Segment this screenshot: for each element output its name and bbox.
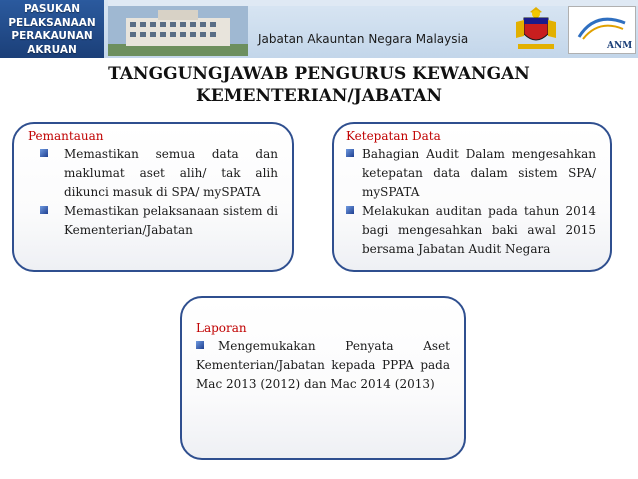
list-item xyxy=(28,145,278,202)
team-badge xyxy=(0,0,104,58)
list-item xyxy=(28,202,278,240)
badge-line-3: PERAKAUNAN xyxy=(11,30,93,42)
bullet-icon xyxy=(346,206,354,214)
list-item xyxy=(196,337,450,394)
badge-line-4: AKRUAN xyxy=(27,43,77,56)
title-line-1: TANGGUNGJAWAB PENGURUS KEWANGAN xyxy=(108,64,530,84)
list-item xyxy=(346,202,596,259)
data-accuracy-box xyxy=(332,122,612,272)
bullet-icon xyxy=(346,149,354,157)
anm-logo xyxy=(568,6,636,54)
coat-of-arms-icon xyxy=(508,4,564,54)
building-image xyxy=(108,6,248,56)
anm-swoosh-icon xyxy=(569,7,635,53)
list-item xyxy=(346,145,596,202)
bullet-icon xyxy=(40,206,48,214)
data-accuracy-title: Ketepatan Data xyxy=(346,129,441,143)
monitoring-title: Pemantauan xyxy=(28,129,104,143)
list-item-text: Memastikan pelaksanaan sistem di Kementerian/Jabatan xyxy=(64,204,278,237)
report-title: Laporan xyxy=(196,321,247,335)
list-item-text: Melakukan auditan pada tahun 2014 bagi mengesahkan baki awal 2015 bersama Jabatan Audit Negara xyxy=(362,204,596,256)
report-box xyxy=(180,296,466,460)
page-title xyxy=(80,63,558,107)
badge-line-2: PELAKSANAAN xyxy=(8,16,96,29)
header-banner xyxy=(0,0,638,58)
list-item-text: Memastikan semua data dan maklumat aset alih/ tak alih dikunci masuk di SPA/ mySPATA xyxy=(64,147,278,199)
list-item-text: Mengemukakan Penyata Aset Kementerian/Jabatan kepada PPPA pada Mac 2013 (2012) dan Mac 2014 (2013) xyxy=(196,339,450,391)
title-line-2: KEMENTERIAN/JABATAN xyxy=(196,86,442,106)
agency-name: Jabatan Akauntan Negara Malaysia xyxy=(258,32,469,46)
badge-line-1: PASUKAN xyxy=(24,3,80,15)
bullet-icon xyxy=(40,149,48,157)
list-item-text: Bahagian Audit Dalam mengesahkan ketepatan data dalam sistem SPA/ mySPATA xyxy=(362,147,596,199)
monitoring-box xyxy=(12,122,294,272)
anm-logo-text: ANM xyxy=(607,41,633,51)
bullet-icon xyxy=(196,341,204,349)
